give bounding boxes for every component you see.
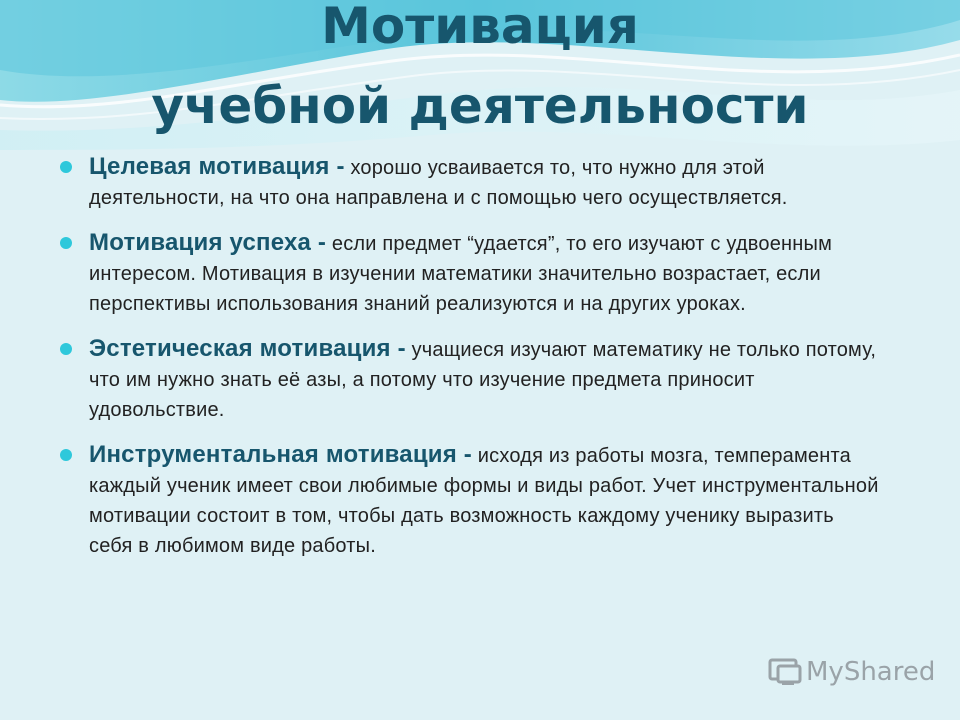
bullet-dot-icon [60, 237, 72, 249]
myshared-logo-icon [766, 656, 804, 688]
bullet-item-target-motivation [60, 152, 880, 213]
bullet-item-instrumental-motivation [60, 440, 880, 561]
myshared-watermark [766, 656, 935, 688]
title-line-2: учебной деятельности [151, 77, 809, 135]
bullet-term: Мотивация успеха - [89, 229, 327, 256]
title-line-1: Мотивация [321, 0, 639, 55]
bullet-term: Целевая мотивация - [89, 153, 345, 180]
bullet-description: исходя из работы мозга, темперамента каждый ученик имеет свои любимые формы и виды работ. Учет инструментальной мотивации состоит в том, чтобы дать возможность каждому ученику выразить себя в любимом виде работы. [89, 445, 879, 557]
bullet-dot-icon [60, 161, 72, 173]
watermark-text: MyShared [806, 657, 936, 687]
bullet-item-success-motivation [60, 228, 880, 319]
bullet-description: учащиеся изучают математику не только потому, что им нужно знать её азы, а потому что изучение предмета приносит удовольствие. [89, 339, 877, 421]
bullet-description: хорошо усваивается то, что нужно для этой деятельности, на что она направлена и с помощью чего осуществляется. [89, 157, 788, 209]
bullet-list [60, 152, 880, 576]
bullet-term: Эстетическая мотивация - [89, 335, 406, 362]
bullet-dot-icon [60, 449, 72, 461]
bullet-dot-icon [60, 343, 72, 355]
bullet-term: Инструментальная мотивация - [89, 441, 473, 468]
bullet-item-aesthetic-motivation [60, 334, 880, 425]
bullet-description: если предмет “удается”, то его изучают с удвоенным интересом. Мотивация в изучении математики значительно возрастает, если перспективы использования знаний реализуются и на других уроках. [89, 233, 833, 315]
